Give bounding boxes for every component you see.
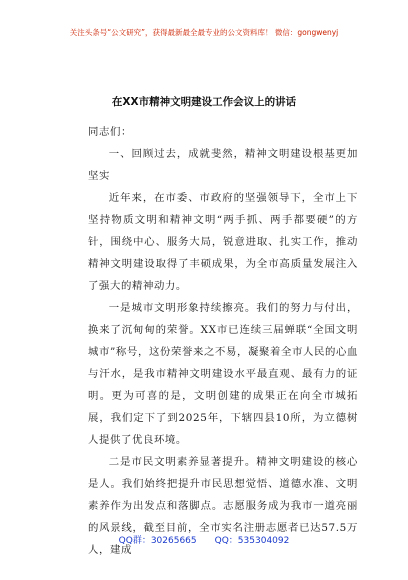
document-body [88,118,358,561]
header-banner: 关注头条号“公文研究”，获得最新最全最专业的公文资料库！ 微信：gongwenyj [69,28,339,37]
paragraph: 近年来，在市委、市政府的坚强领导下，全市上下坚持物质文明和精神文明“两手抓、两手都要硬”的方针，围绕中心、服务大局，锐意进取、扎实工作，推动精神文明建设取得了丰硕成果，为全市高质量发展注入了强大的精神动力。 [88,192,358,292]
paragraph: 一、回顾过去，成就斐然，精神文明建设根基更加坚实 [88,148,358,182]
paragraph: 一是城市文明形象持续擦亮。我们的努力与付出，换来了沉甸甸的荣誉。XX市已连续三届蝉联“全国文明城市”称号，这份荣誉来之不易，凝聚着全市人民的心血与汗水，是我市精神文明建设水平最直观、最有力的证明。更为可喜的是，文明创建的成果正在向全市城拓展，我们定下了到2025年，下辖四县10所，为立德树人提供了优良环境。 [88,302,358,446]
footer-qq-group: QQ群：30265665 [118,536,197,546]
footer [0,533,408,546]
footer-qq-contact: QQ：535304092 [214,536,290,546]
salutation: 同志们： [88,126,132,138]
document-title: 在XX市精神文明建设工作会议上的讲话 [111,96,297,108]
paragraph: 二是市民文明素养显著提升。精神文明建设的核心是人。我们始终把提升市民思想觉悟、道德水准、文明素养作为出发点和落脚点。志愿服务成为我市一道亮丽的风景线，截至目前，全市实名注册志愿者已达57.5万人，建成 [88,456,358,556]
